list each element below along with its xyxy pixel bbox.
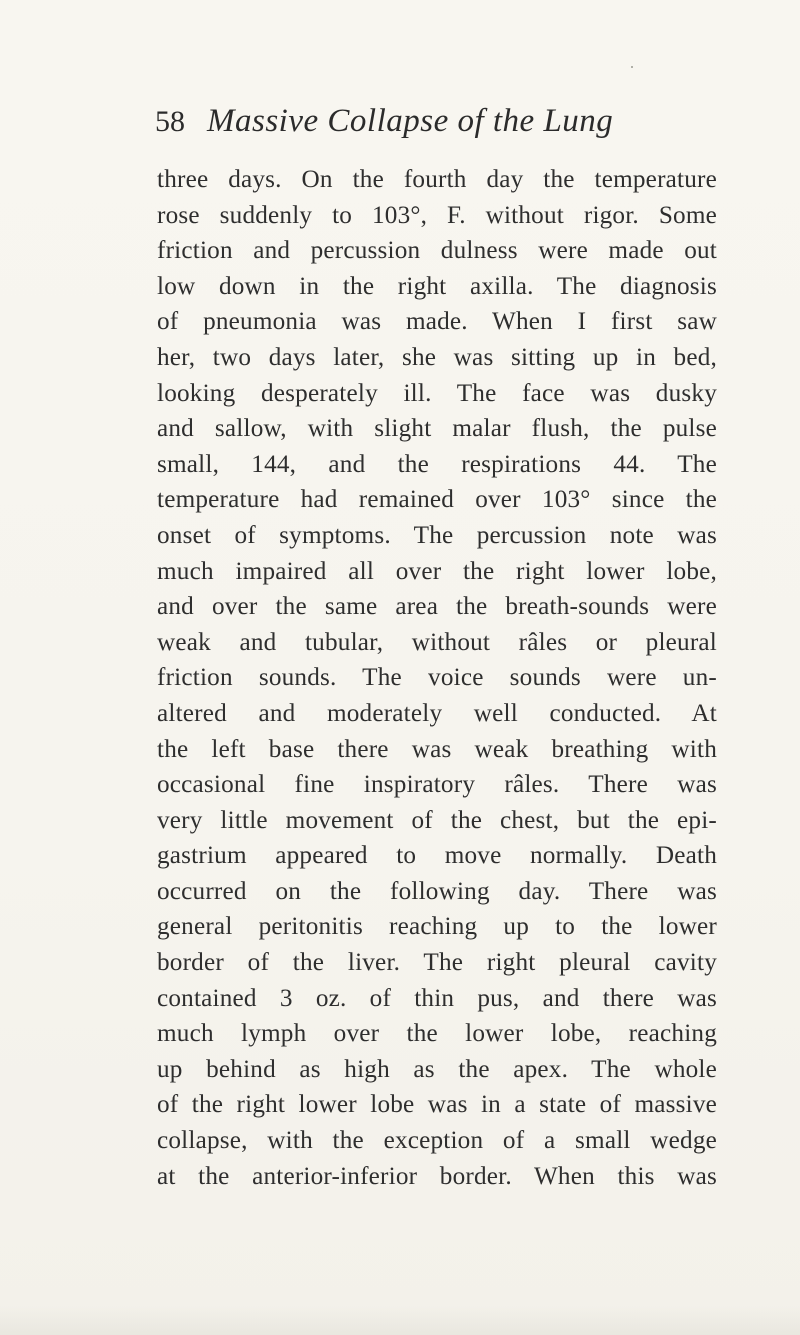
running-title: Massive Collapse of the Lung [207, 103, 614, 139]
paper-speck [631, 66, 633, 68]
text-line: small, 144, and the respirations 44. The [157, 450, 717, 478]
text-line: of pneumonia was made. When I first saw [157, 308, 717, 336]
text-line: occurred on the following day. There was [157, 877, 717, 905]
text-line: low down in the right axilla. The diagnosis [157, 272, 717, 300]
text-line: the left base there was weak breathing with [157, 735, 717, 763]
text-line: much lymph over the lower lobe, reaching [157, 1020, 717, 1048]
text-line: and sallow, with slight malar flush, the pulse [157, 415, 717, 443]
text-line: altered and moderately well conducted. At [157, 699, 717, 727]
text-line: very little movement of the chest, but the epi- [157, 806, 717, 834]
page-number: 58 [155, 105, 185, 138]
text-line: looking desperately ill. The face was dusky [157, 379, 717, 407]
text-line: weak and tubular, without râles or pleural [157, 628, 717, 656]
text-line: of the right lower lobe was in a state of massive [157, 1091, 717, 1119]
text-line: onset of symptoms. The percussion note was [157, 521, 717, 549]
text-line: rose suddenly to 103°, F. without rigor. Some [157, 201, 717, 229]
text-line: general peritonitis reaching up to the lower [157, 913, 717, 941]
text-line: and over the same area the breath-sounds were [157, 593, 717, 621]
text-line: border of the liver. The right pleural cavity [157, 949, 717, 977]
text-line: friction sounds. The voice sounds were un- [157, 664, 717, 692]
page-bottom-shadow [0, 1305, 800, 1335]
text-line: at the anterior-inferior border. When this was [157, 1162, 717, 1190]
body-paragraph [157, 162, 717, 1194]
text-line: up behind as high as the apex. The whole [157, 1055, 717, 1083]
text-line: her, two days later, she was sitting up in bed, [157, 343, 717, 371]
running-head [155, 103, 613, 153]
text-line: contained 3 oz. of thin pus, and there was [157, 984, 717, 1012]
text-line: three days. On the fourth day the temperature [157, 166, 717, 193]
text-line: friction and percussion dulness were made out [157, 237, 717, 265]
text-line: gastrium appeared to move normally. Death [157, 842, 717, 870]
text-line: collapse, with the exception of a small wedge [157, 1127, 717, 1155]
text-line: temperature had remained over 103° since the [157, 486, 717, 514]
text-line: much impaired all over the right lower lobe, [157, 557, 717, 585]
text-line: occasional fine inspiratory râles. There was [157, 771, 717, 799]
